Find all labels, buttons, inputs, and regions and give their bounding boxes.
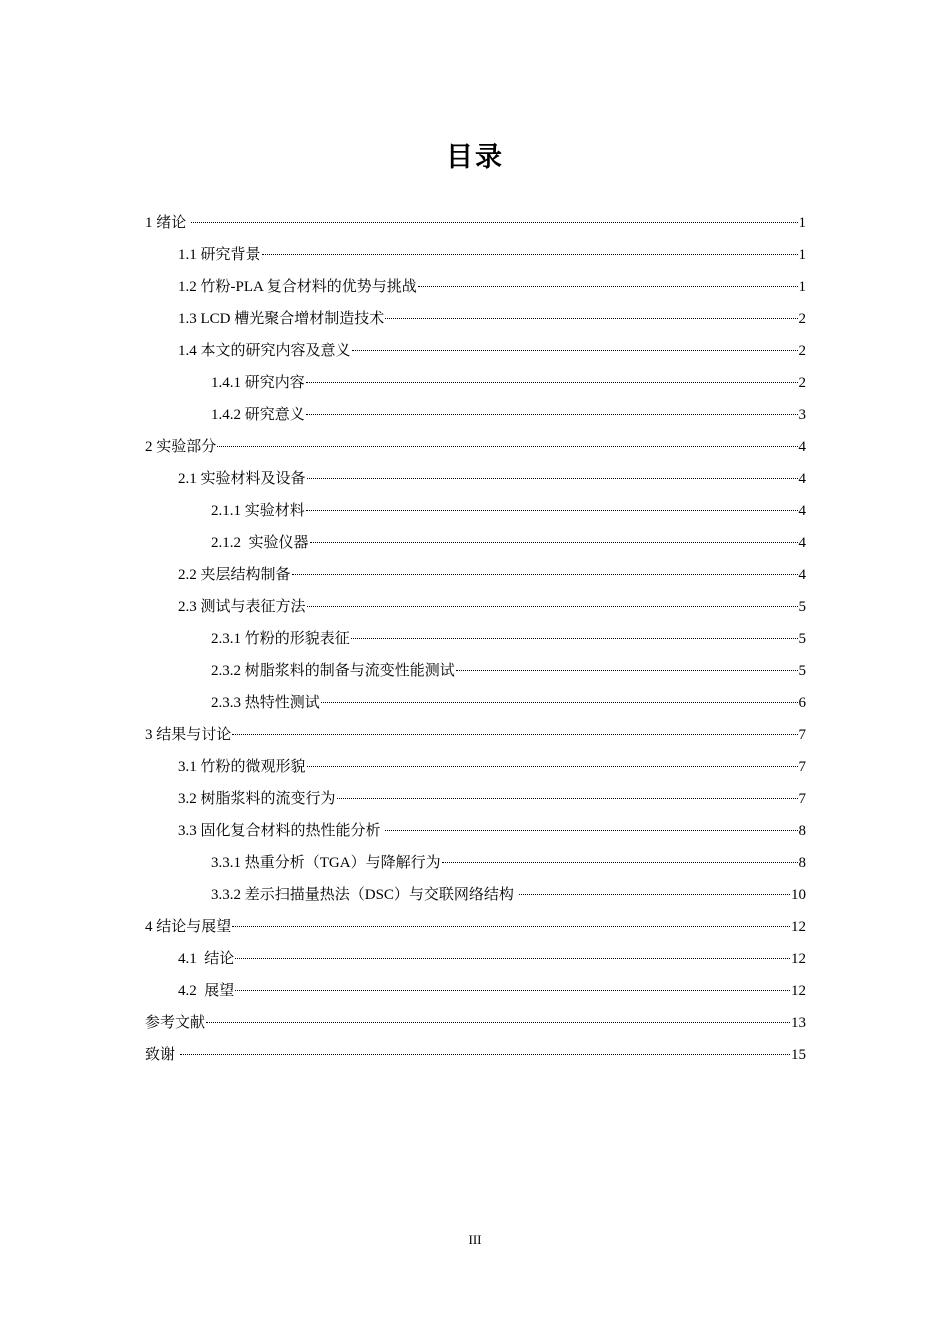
toc-entry-label: 1 绪论 (145, 215, 191, 231)
toc-entry-page: 7 (798, 727, 806, 743)
toc-dot-leader (307, 765, 798, 767)
toc-entry-label: 4.1 结论 (178, 951, 235, 967)
toc-entry-page: 1 (798, 279, 806, 295)
toc-entry[interactable] (145, 751, 806, 783)
table-of-contents (145, 207, 806, 1071)
toc-entry-label: 3.3 固化复合材料的热性能分析 (178, 823, 385, 839)
toc-entry[interactable] (145, 239, 806, 271)
toc-entry[interactable] (145, 943, 806, 975)
toc-entry[interactable] (145, 975, 806, 1007)
toc-entry-label: 4.2 展望 (178, 983, 235, 999)
toc-dot-leader (306, 509, 798, 511)
toc-entry-page: 13 (791, 1015, 806, 1031)
toc-entry-label: 2.3 测试与表征方法 (178, 599, 306, 615)
toc-dot-leader (232, 925, 790, 927)
toc-entry-page: 5 (798, 631, 806, 647)
toc-entry[interactable] (145, 911, 806, 943)
toc-entry[interactable] (145, 207, 806, 239)
toc-entry-label: 参考文献 (145, 1015, 206, 1031)
toc-entry[interactable] (145, 559, 806, 591)
toc-entry-label: 1.4 本文的研究内容及意义 (178, 343, 351, 359)
toc-entry[interactable] (145, 719, 806, 751)
toc-dot-leader (206, 1021, 790, 1023)
toc-entry[interactable] (145, 335, 806, 367)
toc-entry-page: 5 (798, 663, 806, 679)
toc-entry-page: 2 (798, 311, 806, 327)
toc-entry-label: 4 结论与展望 (145, 919, 232, 935)
toc-dot-leader (306, 381, 798, 383)
toc-entry[interactable] (145, 847, 806, 879)
toc-dot-leader (235, 957, 790, 959)
toc-dot-leader (385, 317, 797, 319)
toc-entry-page: 8 (798, 823, 806, 839)
toc-dot-leader (418, 285, 798, 287)
toc-dot-leader (235, 989, 790, 991)
toc-entry[interactable] (145, 271, 806, 303)
toc-dot-leader (180, 1053, 790, 1055)
toc-dot-leader (232, 733, 797, 735)
toc-entry[interactable] (145, 655, 806, 687)
toc-entry-page: 4 (798, 567, 806, 583)
toc-dot-leader (352, 349, 798, 351)
toc-entry[interactable] (145, 431, 806, 463)
toc-entry-label: 3.3.2 差示扫描量热法（DSC）与交联网络结构 (211, 887, 518, 903)
toc-entry-page: 1 (798, 215, 806, 231)
toc-entry-label: 1.1 研究背景 (178, 247, 261, 263)
page-number: III (468, 1232, 482, 1247)
toc-entry-label: 2.1.1 实验材料 (211, 503, 305, 519)
toc-dot-leader (385, 829, 797, 831)
toc-entry[interactable] (145, 463, 806, 495)
toc-entry-page: 4 (798, 439, 806, 455)
toc-entry-page: 15 (791, 1047, 806, 1063)
toc-dot-leader (337, 797, 798, 799)
toc-dot-leader (456, 669, 798, 671)
toc-entry-label: 2.1.2 实验仪器 (211, 535, 309, 551)
toc-entry[interactable] (145, 303, 806, 335)
toc-dot-leader (191, 221, 797, 223)
toc-entry-page: 6 (798, 695, 806, 711)
toc-entry[interactable] (145, 399, 806, 431)
toc-entry[interactable] (145, 527, 806, 559)
toc-entry-page: 8 (798, 855, 806, 871)
toc-entry[interactable] (145, 687, 806, 719)
page-title: 目录 (446, 142, 504, 174)
toc-entry-label: 1.4.1 研究内容 (211, 375, 305, 391)
toc-dot-leader (292, 573, 798, 575)
toc-entry-label: 3.3.1 热重分析（TGA）与降解行为 (211, 855, 441, 871)
toc-entry-page: 5 (798, 599, 806, 615)
toc-entry[interactable] (145, 495, 806, 527)
toc-dot-leader (306, 413, 798, 415)
toc-entry[interactable] (145, 1007, 806, 1039)
toc-entry-label: 3.1 竹粉的微观形貌 (178, 759, 306, 775)
toc-entry[interactable] (145, 591, 806, 623)
toc-entry-page: 1 (798, 247, 806, 263)
toc-entry-page: 7 (798, 759, 806, 775)
toc-dot-leader (307, 477, 798, 479)
toc-entry[interactable] (145, 815, 806, 847)
toc-entry-label: 1.2 竹粉-PLA 复合材料的优势与挑战 (178, 279, 417, 295)
toc-dot-leader (351, 637, 798, 639)
toc-dot-leader (217, 445, 797, 447)
toc-dot-leader (321, 701, 798, 703)
toc-entry-page: 3 (798, 407, 806, 423)
toc-dot-leader (519, 893, 790, 895)
toc-entry-label: 2.3.1 竹粉的形貌表征 (211, 631, 350, 647)
toc-entry-label: 2 实验部分 (145, 439, 217, 455)
toc-entry-page: 2 (798, 375, 806, 391)
toc-entry-page: 12 (791, 951, 806, 967)
toc-entry[interactable] (145, 623, 806, 655)
toc-entry-page: 12 (791, 919, 806, 935)
toc-entry-label: 1.3 LCD 槽光聚合增材制造技术 (178, 311, 385, 327)
toc-dot-leader (307, 605, 798, 607)
toc-entry-page: 4 (798, 471, 806, 487)
toc-entry-page: 10 (791, 887, 806, 903)
toc-dot-leader (310, 541, 798, 543)
toc-dot-leader (442, 861, 798, 863)
toc-entry[interactable] (145, 1039, 806, 1071)
toc-entry-label: 2.2 夹层结构制备 (178, 567, 291, 583)
toc-entry-label: 3 结果与讨论 (145, 727, 232, 743)
toc-entry[interactable] (145, 367, 806, 399)
toc-entry-label: 2.3.3 热特性测试 (211, 695, 320, 711)
toc-entry-label: 3.2 树脂浆料的流变行为 (178, 791, 336, 807)
toc-entry-label: 1.4.2 研究意义 (211, 407, 305, 423)
toc-entry-page: 12 (791, 983, 806, 999)
toc-entry-label: 2.3.2 树脂浆料的制备与流变性能测试 (211, 663, 455, 679)
toc-entry-label: 2.1 实验材料及设备 (178, 471, 306, 487)
toc-dot-leader (262, 253, 798, 255)
toc-entry-page: 2 (798, 343, 806, 359)
toc-entry-page: 4 (798, 535, 806, 551)
toc-entry[interactable] (145, 783, 806, 815)
toc-entry-label: 致谢 (145, 1047, 179, 1063)
toc-entry[interactable] (145, 879, 806, 911)
toc-entry-page: 4 (798, 503, 806, 519)
toc-entry-page: 7 (798, 791, 806, 807)
